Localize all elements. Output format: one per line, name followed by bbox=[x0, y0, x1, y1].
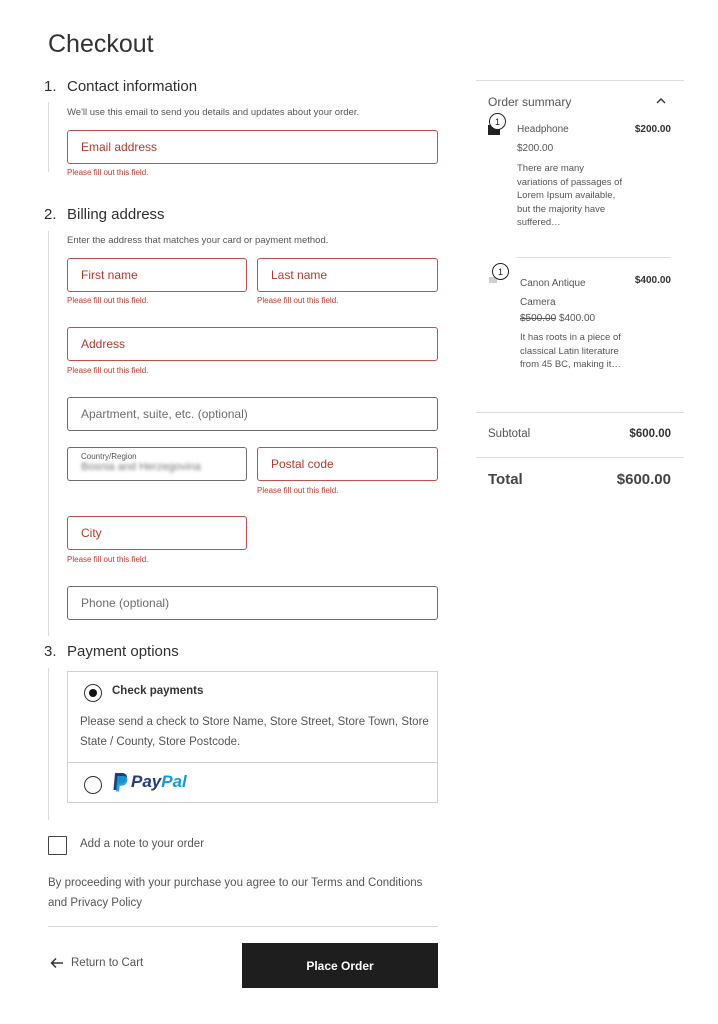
paypal-icon bbox=[112, 773, 128, 792]
postal-code-field[interactable] bbox=[257, 447, 438, 481]
add-note-label[interactable]: Add a note to your order bbox=[80, 838, 205, 850]
summary-rule bbox=[476, 457, 684, 458]
email-placeholder: Email address bbox=[81, 140, 158, 154]
subtotal-label: Subtotal bbox=[488, 428, 531, 440]
chevron-up-icon[interactable] bbox=[655, 96, 667, 106]
check-payments-radio[interactable] bbox=[84, 684, 102, 702]
check-payments-label[interactable]: Check payments bbox=[112, 685, 204, 697]
country-label: Country/Region bbox=[81, 452, 137, 461]
subtotal-value: $600.00 bbox=[629, 428, 671, 440]
contact-section-title: Contact information bbox=[67, 78, 198, 95]
item-unit-price: $200.00 bbox=[517, 143, 554, 154]
payment-divider bbox=[68, 762, 437, 763]
apartment-placeholder: Apartment, suite, etc. (optional) bbox=[81, 407, 248, 421]
email-field[interactable] bbox=[67, 130, 438, 164]
city-field[interactable] bbox=[67, 516, 247, 550]
postal-code-placeholder: Postal code bbox=[271, 457, 334, 471]
step-rail bbox=[48, 231, 49, 636]
step-number: 3. bbox=[44, 643, 57, 660]
step-number: 1. bbox=[44, 78, 57, 95]
postal-code-error: Please fill out this field. bbox=[257, 486, 339, 495]
paypal-pal-text: Pal bbox=[161, 772, 187, 791]
terms-text: By proceeding with your purchase you agree to our Terms and Conditions and Privacy Policy bbox=[48, 877, 423, 909]
step-number: 2. bbox=[44, 206, 57, 223]
total-label: Total bbox=[488, 471, 523, 488]
city-error: Please fill out this field. bbox=[67, 555, 149, 564]
radio-selected-dot bbox=[89, 689, 97, 697]
email-error: Please fill out this field. bbox=[67, 168, 149, 177]
payment-section-title: Payment options bbox=[67, 643, 179, 660]
paypal-radio[interactable] bbox=[84, 776, 102, 794]
step-rail bbox=[48, 668, 49, 820]
page-title: Checkout bbox=[48, 30, 154, 58]
add-note-checkbox[interactable] bbox=[48, 836, 67, 855]
item-name: Canon Antique Camera bbox=[520, 278, 586, 308]
address-field[interactable] bbox=[67, 327, 438, 361]
item-sale-price: $400.00 bbox=[558, 313, 596, 324]
last-name-placeholder: Last name bbox=[271, 268, 328, 282]
item-prices bbox=[520, 313, 595, 324]
last-name-field[interactable] bbox=[257, 258, 438, 292]
arrow-left-icon bbox=[50, 957, 64, 969]
address-error: Please fill out this field. bbox=[67, 366, 149, 375]
country-value: Bosnia and Herzegovina bbox=[81, 461, 201, 473]
item-divider bbox=[517, 257, 671, 258]
paypal-pay-text: Pay bbox=[131, 772, 162, 791]
contact-section-header bbox=[44, 78, 197, 95]
item-regular-price: $500.00 bbox=[520, 313, 557, 324]
contact-description: We'll use this email to send you details and updates about your order. bbox=[67, 107, 360, 118]
place-order-button[interactable]: Place Order bbox=[242, 943, 438, 988]
payment-options-box bbox=[67, 671, 438, 803]
summary-top-rule bbox=[476, 80, 684, 81]
order-summary-title[interactable]: Order summary bbox=[488, 95, 572, 109]
item-line-total: $400.00 bbox=[634, 275, 671, 286]
divider bbox=[48, 926, 438, 927]
item-line-total: $200.00 bbox=[634, 124, 671, 135]
return-to-cart-link[interactable] bbox=[50, 957, 143, 969]
payment-section-header bbox=[44, 643, 179, 660]
check-payments-description: Please send a check to Store Name, Store Street, Store Town, Store State / County, Store Postcode. bbox=[80, 716, 429, 748]
return-to-cart-label: Return to Cart bbox=[71, 957, 144, 969]
billing-section-title: Billing address bbox=[67, 206, 165, 223]
city-placeholder: City bbox=[81, 526, 102, 540]
phone-placeholder: Phone (optional) bbox=[81, 596, 170, 610]
step-rail bbox=[48, 102, 49, 172]
paypal-logo[interactable] bbox=[112, 772, 187, 792]
country-select[interactable] bbox=[67, 447, 247, 481]
first-name-field[interactable] bbox=[67, 258, 247, 292]
item-description: There are many variations of passages of Lorem Ipsum available, but the majority have suffered… bbox=[517, 163, 623, 228]
total-value: $600.00 bbox=[616, 471, 671, 488]
summary-rule bbox=[476, 412, 684, 413]
quantity-badge: 1 bbox=[492, 263, 509, 280]
apartment-field[interactable] bbox=[67, 397, 438, 431]
billing-section-header bbox=[44, 206, 165, 223]
first-name-placeholder: First name bbox=[81, 268, 138, 282]
last-name-error: Please fill out this field. bbox=[257, 296, 339, 305]
item-name: Headphone bbox=[517, 124, 569, 135]
quantity-badge: 1 bbox=[489, 113, 506, 130]
first-name-error: Please fill out this field. bbox=[67, 296, 149, 305]
billing-description: Enter the address that matches your card or payment method. bbox=[67, 235, 329, 246]
address-placeholder: Address bbox=[81, 337, 126, 351]
phone-field[interactable] bbox=[67, 586, 438, 620]
item-description: It has roots in a piece of classical Latin literature from 45 BC, making it… bbox=[520, 332, 621, 370]
